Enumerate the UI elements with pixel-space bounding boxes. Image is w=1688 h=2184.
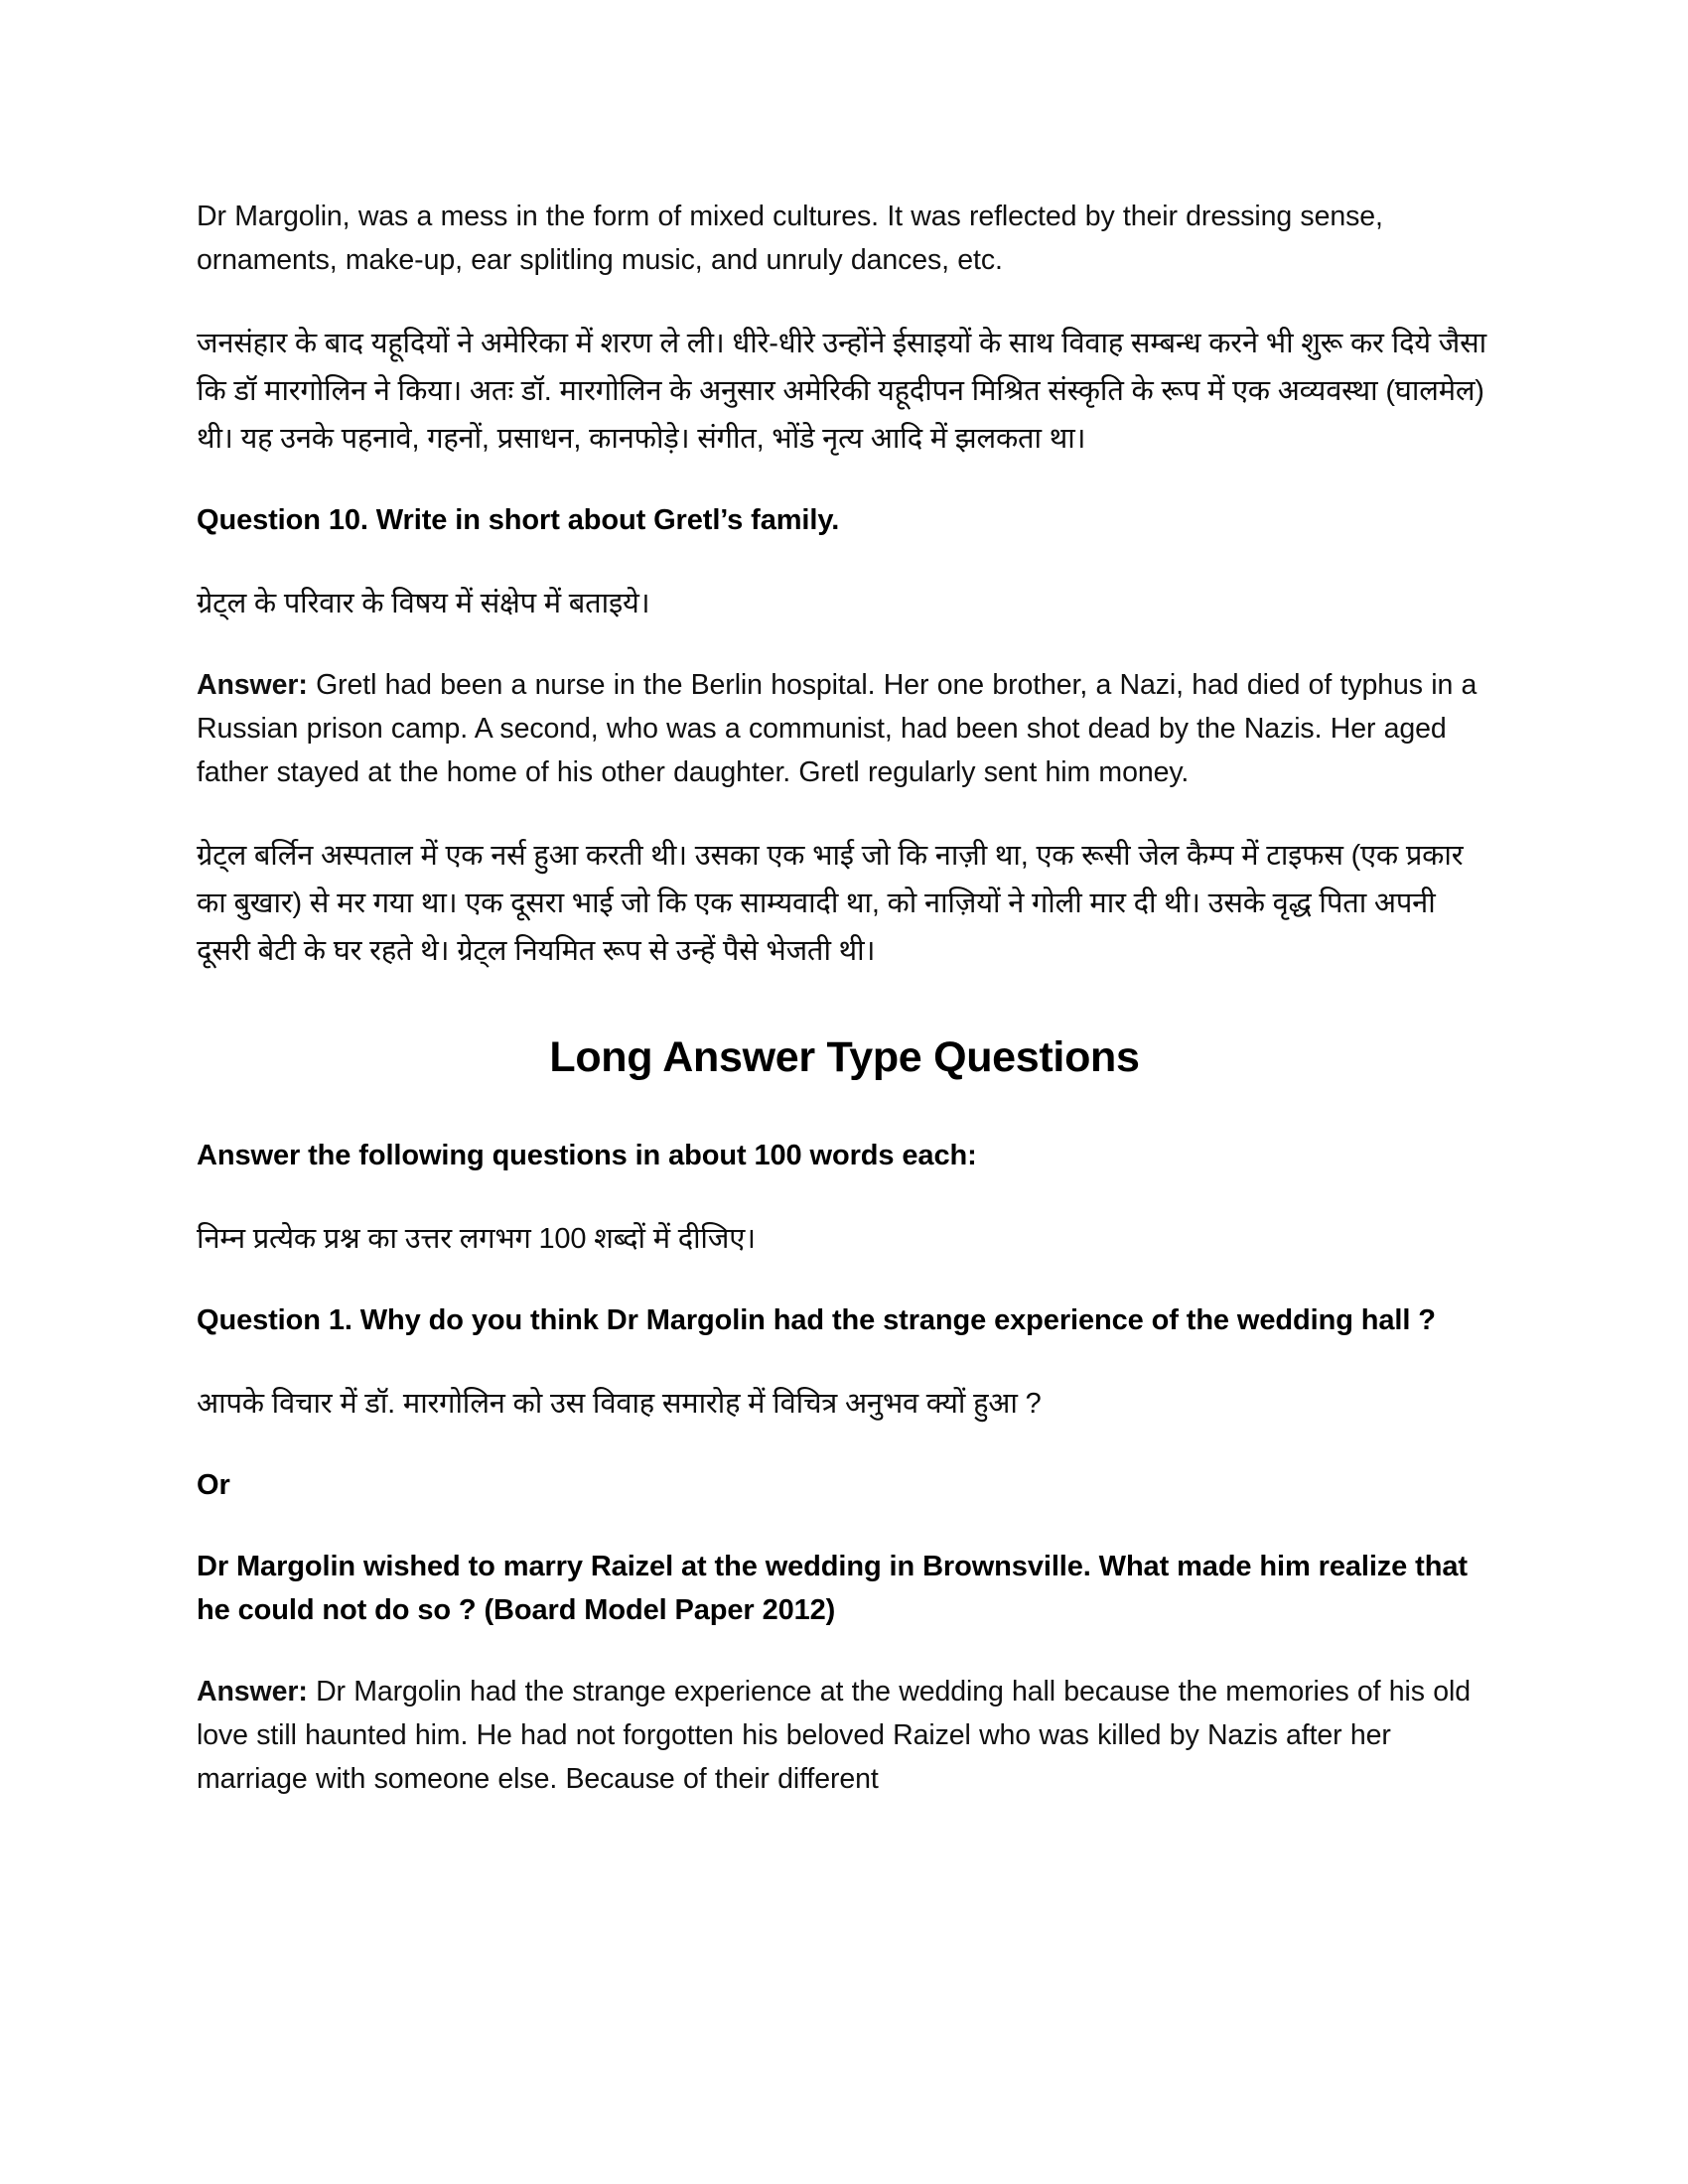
question-10-heading-english: Question 10. Write in short about Gretl’s family. <box>197 504 840 536</box>
answer-10-english <box>197 663 1492 794</box>
question-1-alternative-english: Dr Margolin wished to marry Raizel at the wedding in Brownsville. What made him realize that he could not do so ? (Board Model Paper 2012) <box>197 1551 1468 1626</box>
answer-1-label: Answer: <box>197 1676 308 1707</box>
answer-10-hindi: ग्रेट्ल बर्लिन अस्पताल में एक नर्स हुआ करती थी। उसका एक भाई जो कि नाज़ी था, एक रूसी जेल कैम्प में टाइफस (एक प्रकार का बुखार) से मर गया था। एक दूसरा भाई जो कि एक साम्यवादी था, को नाज़ियों ने गोली मार दी थी। उसके वृद्ध पिता अपनी दूसरी बेटी के घर रहते थे। ग्रेट्ल नियमित रूप से उन्हें पैसे भेजती थी। <box>197 840 1464 967</box>
section-heading-long-answer-type-questions: Long Answer Type Questions <box>549 1033 1140 1081</box>
instruction-english: Answer the following questions in about 100 words each: <box>197 1140 977 1171</box>
paragraph-intro-hindi: जनसंहार के बाद यहूदियों ने अमेरिका में शरण ले ली। धीरे-धीरे उन्होंने ईसाइयों के साथ विवाह सम्बन्ध करने भी शुरू कर दिये जैसा कि डॉ मारगोलिन ने किया। अतः डॉ. मारगोलिन के अनुसार अमेरिकी यहूदीपन मिश्रित संस्कृति के रूप में एक अव्यवस्था (घालमेल) थी। यह उनके पहनावे, गहनों, प्रसाधन, कानफोड़े। संगीत, भोंडे नृत्य आदि में झलकता था। <box>197 328 1486 455</box>
paragraph-intro-english: Dr Margolin, was a mess in the form of mixed cultures. It was reflected by their dressing sense, ornaments, make-up, ear splitling music, and unruly dances, etc. <box>197 201 1383 276</box>
alternative-question-separator-or: Or <box>197 1469 230 1501</box>
answer-10-label: Answer: <box>197 669 308 701</box>
question-1-heading-hindi: आपके विचार में डॉ. मारगोलिन को उस विवाह समारोह में विचित्र अनुभव क्यों हुआ ? <box>197 1388 1042 1420</box>
page-content <box>197 195 1492 1839</box>
question-10-heading-hindi: ग्रेट्ल के परिवार के विषय में संक्षेप में बताइये। <box>197 588 650 619</box>
instruction-hindi: निम्न प्रत्येक प्रश्न का उत्तर लगभग 100 शब्दों में दीजिए। <box>197 1223 756 1255</box>
answer-1-english <box>197 1670 1492 1801</box>
answer-1-body: Dr Margolin had the strange experience at the wedding hall because the memories of his old love still haunted him. He had not forgotten his beloved Raizel who was killed by Nazis after her marriage with someone else. Because of their different <box>197 1676 1471 1795</box>
answer-10-body: Gretl had been a nurse in the Berlin hospital. Her one brother, a Nazi, had died of typhus in a Russian prison camp. A second, who was a communist, had been shot dead by the Nazis. Her aged father stayed at the home of his other daughter. Gretl regularly sent him money. <box>197 669 1477 788</box>
question-1-heading-english: Question 1. Why do you think Dr Margolin had the strange experience of the wedding hall ? <box>197 1304 1436 1336</box>
